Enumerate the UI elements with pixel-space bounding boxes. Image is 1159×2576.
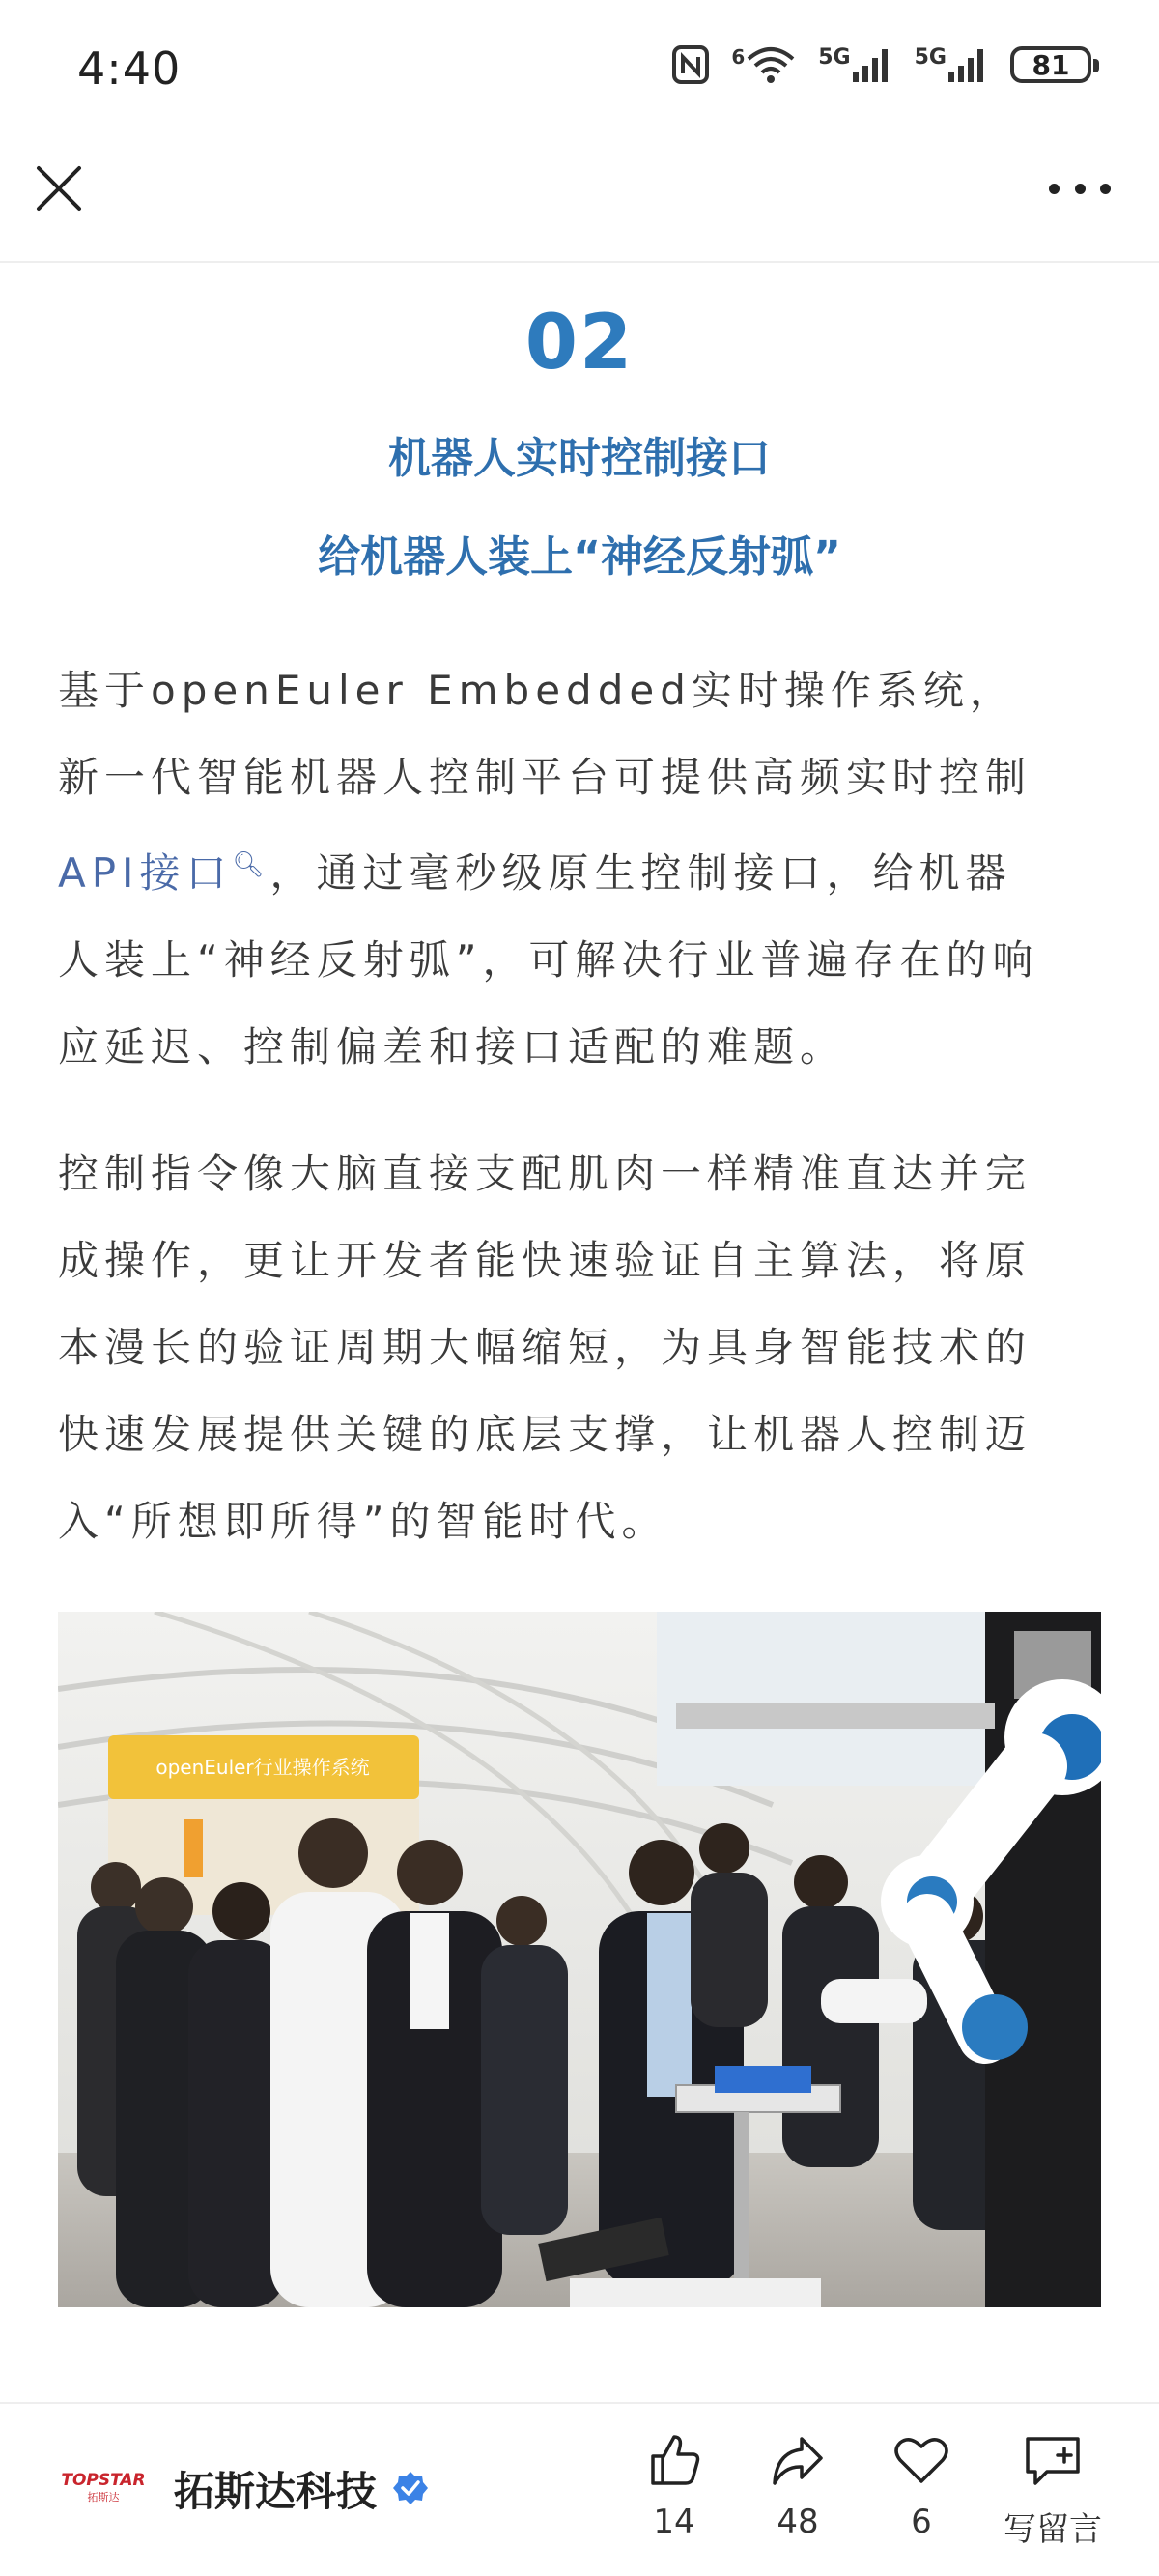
brand-logo[interactable]	[62, 2466, 145, 2504]
section-subtitle-2: 给机器人装上“神经反射弧”	[318, 532, 841, 582]
heart-icon	[892, 2431, 950, 2489]
svg-text:拓斯达: 拓斯达	[87, 2491, 120, 2504]
signal-icon-1: 5G	[818, 45, 892, 84]
share-arrow-icon	[769, 2431, 827, 2489]
comment-add-icon	[1022, 2431, 1084, 2489]
api-link[interactable]: API接口	[58, 849, 233, 897]
more-icon[interactable]	[1049, 174, 1111, 203]
nfc-icon	[671, 44, 710, 85]
favorite-count: 6	[911, 2503, 932, 2541]
more-dot	[1100, 184, 1111, 194]
favorite-button[interactable]	[863, 2431, 979, 2541]
write-comment-button[interactable]	[989, 2431, 1117, 2550]
paragraph-2: 控制指令像大脑直接支配肌肉一样精准直达并完 成操作，更让开发者能快速验证自主算法，将原 本漫长的验证周期大幅缩短，为具身智能技术的 快速发展提供关键的底层支撑，让机器人控制迈 入“所想即所得”的智能时代。	[58, 1150, 1032, 1545]
signal-icon-2: 5G	[915, 45, 989, 84]
wifi-icon	[731, 45, 797, 84]
section-number: 02	[524, 300, 635, 386]
comment-label: 写留言	[1004, 2510, 1102, 2549]
close-icon[interactable]	[33, 162, 85, 215]
section-subtitle-1: 机器人实时控制接口	[388, 434, 771, 483]
svg-text:TOPSTAR: TOPSTAR	[62, 2471, 145, 2490]
robot-demo-photo	[58, 1612, 1101, 2307]
status-bar	[0, 0, 1159, 135]
article-photo[interactable]	[58, 1612, 1101, 2307]
wifi-badge: 6	[731, 45, 746, 69]
thumbs-up-icon	[645, 2431, 703, 2489]
photo-banner-text: openEuler行业操作系统	[155, 1756, 370, 1779]
status-time: 4:40	[77, 43, 182, 95]
battery-level: 81	[1032, 48, 1070, 81]
top-nav-bar	[0, 135, 1159, 263]
battery-icon	[1010, 46, 1091, 83]
paragraph-1: 基于openEuler Embedded实时操作系统， 新一代智能机器人控制平台可提供高频实时控制 API接口🔍︎，通过毫秒级原生控制接口，给机器 人装上“神经反射弧”，可解决行业普遍存在的响 应延迟、控制偏差和接口适配的难题。	[58, 667, 1039, 1071]
share-count: 48	[777, 2503, 819, 2541]
more-dot	[1075, 184, 1086, 194]
status-icons	[671, 44, 1091, 85]
account-name[interactable]: 拓斯达科技	[174, 2468, 378, 2515]
search-icon[interactable]: 🔍︎	[232, 850, 270, 879]
share-button[interactable]	[740, 2431, 856, 2541]
more-dot	[1049, 184, 1060, 194]
like-count: 14	[653, 2503, 695, 2541]
verified-badge-icon	[392, 2470, 429, 2506]
like-button[interactable]	[616, 2431, 732, 2541]
